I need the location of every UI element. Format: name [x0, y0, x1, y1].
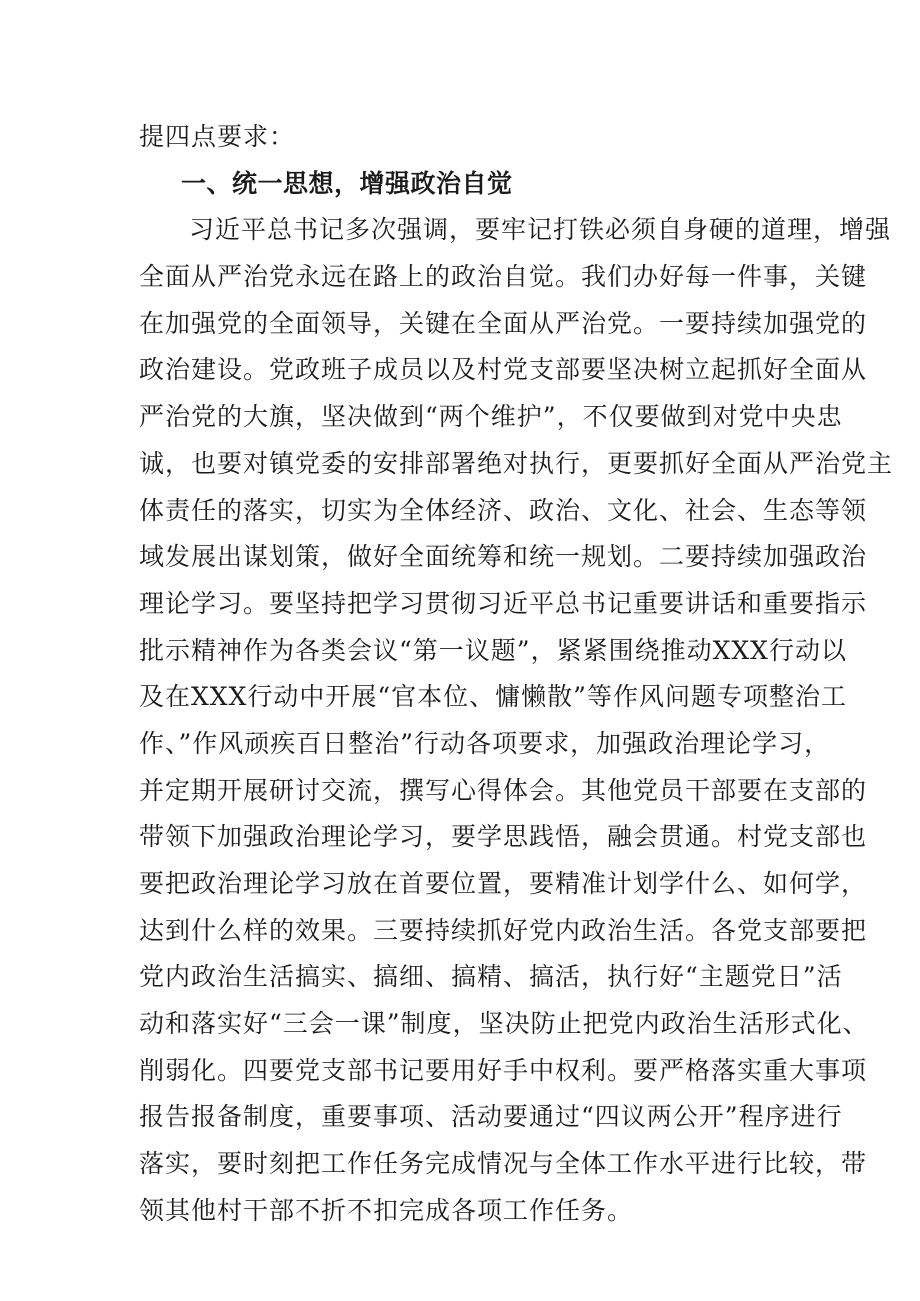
paragraph-line: 要把政治理论学习放在首要位置，要精准计划学什么、如何学，	[139, 869, 868, 898]
paragraph-line: 在加强党的全面领导，关键在全面从严治党。一要持续加强党的	[139, 308, 868, 338]
paragraph-line: 报告报备制度，重要事项、活动要通过“四议两公开”程序进行	[139, 1102, 843, 1132]
paragraph-line: 习近平总书记多次强调，要牢记打铁必须自身硬的道理，增强	[189, 215, 892, 245]
paragraph-line: 政治建设。党政班子成员以及村党支部要坚决树立起抓好全面从	[139, 355, 868, 385]
paragraph-line: 达到什么样的效果。三要持续抓好党内政治生活。各党支部要把	[139, 915, 868, 945]
paragraph-line: 理论学习。要坚持把学习贯彻习近平总书记重要讲话和重要指示	[139, 588, 868, 618]
paragraph-line: 作、”作风顽疾百日整治”行动各项要求，加强政治理论学习，	[139, 728, 831, 758]
intro-line: 提四点要求：	[139, 122, 296, 151]
section-heading: 一、统一思想，增强政治自觉	[181, 168, 513, 198]
paragraph-line: 体责任的落实，切实为全体经济、政治、文化、社会、生态等领	[139, 495, 868, 525]
paragraph-line: 及在XXX行动中开展“官本位、慵懒散”等作风问题专项整治工	[139, 682, 847, 712]
paragraph-line: 落实，要时刻把工作任务完成情况与全体工作水平进行比较，带	[139, 1149, 868, 1179]
document-body	[139, 114, 894, 1235]
paragraph-line: 领其他村干部不折不扣完成各项工作任务。	[139, 1195, 634, 1225]
paragraph-line: 动和落实好“三会一课”制度，坚决防止把党内政治生活形式化、	[139, 1009, 869, 1039]
paragraph-line: 域发展出谋划策，做好全面统筹和统一规划。二要持续加强政治	[139, 542, 868, 572]
paragraph-line: 带领下加强政治理论学习，要学思践悟，融会贯通。村党支部也	[139, 822, 868, 852]
paragraph-line: 并定期开展研讨交流，撰写心得体会。其他党员干部要在支部的	[139, 775, 868, 805]
paragraph-line: 诚，也要对镇党委的安排部署绝对执行，更要抓好全面从严治党主	[139, 448, 894, 478]
paragraph-line: 削弱化。四要党支部书记要用好手中权利。要严格落实重大事项	[139, 1055, 868, 1085]
paragraph-line: 全面从严治党永远在路上的政治自觉。我们办好每一件事，关键	[139, 262, 868, 292]
paragraph-line: 党内政治生活搞实、搞细、搞精、搞活，执行好“主题党日”活	[139, 962, 843, 992]
paragraph-line: 批示精神作为各类会议“第一议题”，紧紧围绕推动XXX行动以	[139, 635, 847, 665]
paragraph-line: 严治党的大旗，坚决做到“两个维护”，不仅要做到对党中央忠	[139, 402, 843, 432]
